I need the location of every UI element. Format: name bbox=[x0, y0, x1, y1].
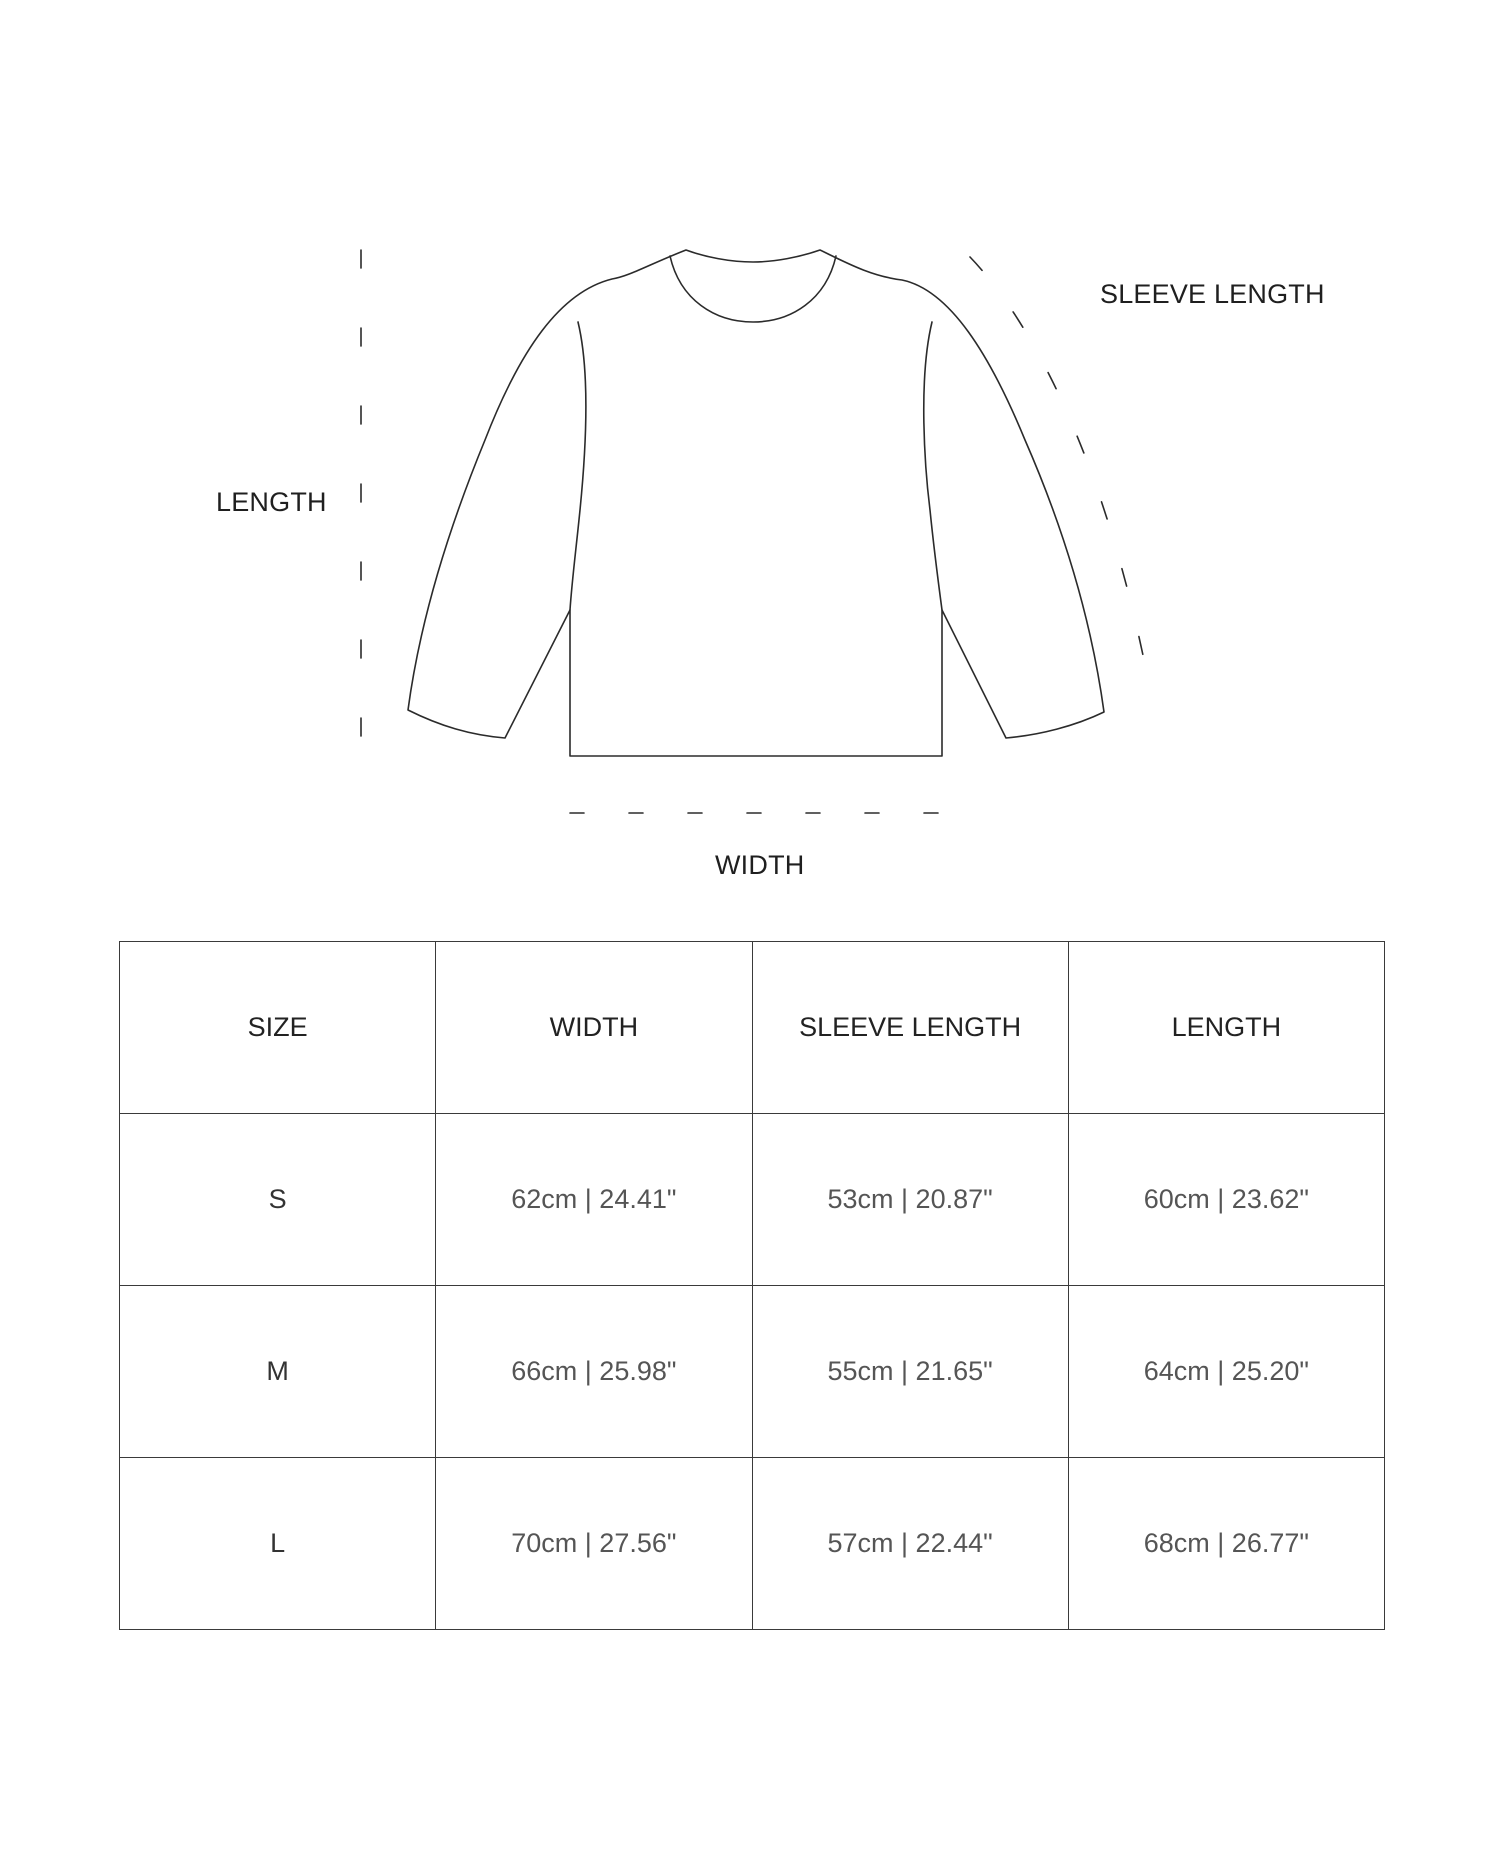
sleeve-length-dimension-line bbox=[970, 257, 1150, 690]
header-size: SIZE bbox=[120, 942, 436, 1114]
left-sleeve-seam bbox=[570, 322, 586, 610]
size-value: S bbox=[120, 1114, 436, 1286]
width-value: 66cm | 25.98" bbox=[436, 1286, 752, 1458]
width-value: 70cm | 27.56" bbox=[436, 1458, 752, 1630]
sleeve-length-value: 55cm | 21.65" bbox=[752, 1286, 1068, 1458]
length-label: LENGTH bbox=[216, 487, 327, 517]
table-row bbox=[120, 1286, 1385, 1458]
width-label: WIDTH bbox=[715, 850, 805, 880]
length-value: 64cm | 25.20" bbox=[1068, 1286, 1384, 1458]
collar-seam bbox=[670, 256, 836, 322]
length-value: 68cm | 26.77" bbox=[1068, 1458, 1384, 1630]
header-width: WIDTH bbox=[436, 942, 752, 1114]
size-value: L bbox=[120, 1458, 436, 1630]
table-row bbox=[120, 1114, 1385, 1286]
sleeve-length-value: 53cm | 20.87" bbox=[752, 1114, 1068, 1286]
table-header-row bbox=[120, 942, 1385, 1114]
size-chart-table bbox=[119, 941, 1385, 1630]
header-sleeve-length: SLEEVE LENGTH bbox=[752, 942, 1068, 1114]
sleeve-length-value: 57cm | 22.44" bbox=[752, 1458, 1068, 1630]
right-sleeve-seam bbox=[924, 322, 942, 610]
sleeve-length-label: SLEEVE LENGTH bbox=[1100, 279, 1325, 309]
sweatshirt-outline-icon bbox=[408, 250, 1104, 756]
table-row bbox=[120, 1458, 1385, 1630]
size-value: M bbox=[120, 1286, 436, 1458]
length-value: 60cm | 23.62" bbox=[1068, 1114, 1384, 1286]
garment-diagram bbox=[0, 0, 1500, 900]
width-value: 62cm | 24.41" bbox=[436, 1114, 752, 1286]
header-length: LENGTH bbox=[1068, 942, 1384, 1114]
